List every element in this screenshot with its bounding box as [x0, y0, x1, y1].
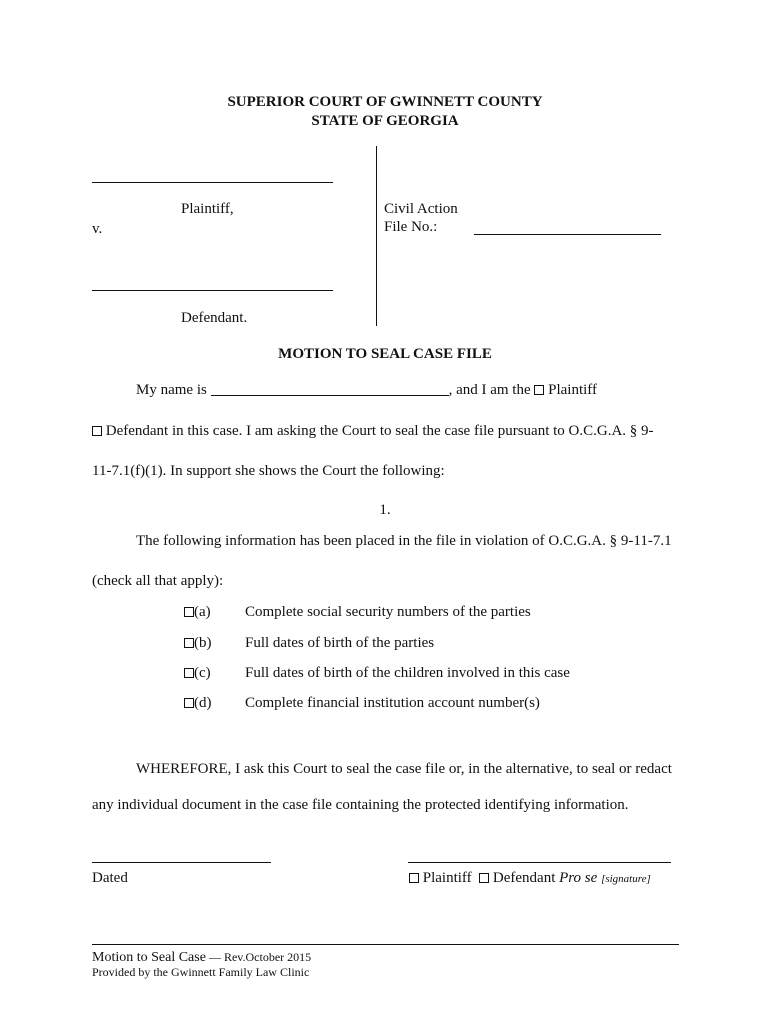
- item-d-marker: (d): [194, 695, 212, 711]
- intro-line-3: 11-7.1(f)(1). In support she shows the Court the following:: [92, 463, 445, 479]
- item-c-marker: (c): [194, 665, 211, 681]
- pro-se-label: Pro se: [559, 870, 598, 886]
- wherefore-line-1: WHEREFORE, I ask this Court to seal the case file or, in the alternative, to seal or redact: [136, 761, 672, 777]
- defendant-name-line[interactable]: [92, 290, 333, 291]
- violation-line-2: (check all that apply):: [92, 573, 224, 589]
- plaintiff-name-line[interactable]: [92, 182, 333, 183]
- item-b-marker: (b): [194, 635, 212, 651]
- checklist-item-b: [184, 635, 212, 652]
- item-c-checkbox[interactable]: [184, 668, 194, 678]
- defendant-option-label: Defendant: [105, 423, 169, 439]
- and-i-am-the-text: , and I am the: [448, 382, 531, 398]
- footer-provided-by: Provided by the Gwinnett Family Law Clinic: [92, 965, 310, 979]
- intro-line-1: [136, 382, 597, 399]
- checklist-item-c: [184, 665, 211, 682]
- date-line[interactable]: [92, 862, 271, 863]
- item-a-marker: (a): [194, 604, 211, 620]
- caption-divider: [376, 146, 377, 326]
- sig-defendant-checkbox[interactable]: [479, 873, 489, 883]
- wherefore-line-2: any individual document in the case file containing the protected identifying information.: [92, 797, 629, 813]
- item-a-checkbox[interactable]: [184, 607, 194, 617]
- plaintiff-checkbox[interactable]: [534, 385, 544, 395]
- item-c-text: Full dates of birth of the children involved in this case: [245, 665, 570, 681]
- my-name-is-text: My name is: [136, 382, 207, 398]
- footer-revision: Rev.October 2015: [223, 950, 312, 964]
- signature-note: [signature]: [601, 873, 651, 885]
- civil-action-label: Civil Action: [384, 201, 458, 217]
- item-a-text: Complete social security numbers of the parties: [245, 604, 531, 620]
- footer-line-1: [92, 949, 311, 966]
- footer-rule: [92, 944, 679, 945]
- item-b-checkbox[interactable]: [184, 638, 194, 648]
- sig-plaintiff-checkbox[interactable]: [409, 873, 419, 883]
- item-d-text: Complete financial institution account number(s): [245, 695, 540, 711]
- plaintiff-label: Plaintiff,: [181, 201, 234, 217]
- item-d-checkbox[interactable]: [184, 698, 194, 708]
- sig-defendant-label: Defendant: [492, 870, 556, 886]
- file-no-label: File No.:: [384, 219, 438, 235]
- file-no-line[interactable]: [474, 234, 661, 235]
- defendant-label: Defendant.: [181, 310, 248, 326]
- sig-plaintiff-label: Plaintiff: [422, 870, 472, 886]
- signature-line[interactable]: [408, 862, 671, 863]
- checklist-item-a: [184, 604, 211, 621]
- item-b-text: Full dates of birth of the parties: [245, 635, 435, 651]
- section-number: 1.: [379, 502, 391, 518]
- name-blank[interactable]: [211, 395, 449, 396]
- plaintiff-option-label: Plaintiff: [548, 382, 598, 398]
- court-name: SUPERIOR COURT OF GWINNETT COUNTY: [227, 94, 543, 110]
- state-name: STATE OF GEORGIA: [311, 113, 459, 129]
- checklist-item-d: [184, 695, 212, 712]
- intro-line-2: [92, 423, 654, 440]
- violation-line-1: The following information has been placed in the file in violation of O.C.G.A. § 9-11-7.1: [136, 533, 672, 549]
- dated-label: Dated: [92, 870, 128, 886]
- signature-caption: [409, 870, 651, 887]
- intro-line-2-text: in this case. I am asking the Court to seal the case file pursuant to O.C.G.A. § 9-: [168, 423, 654, 439]
- defendant-checkbox[interactable]: [92, 426, 102, 436]
- footer-dash: —: [205, 950, 224, 964]
- versus-label: v.: [92, 221, 103, 237]
- motion-title: MOTION TO SEAL CASE FILE: [278, 346, 492, 362]
- footer-title: Motion to Seal Case: [92, 950, 206, 965]
